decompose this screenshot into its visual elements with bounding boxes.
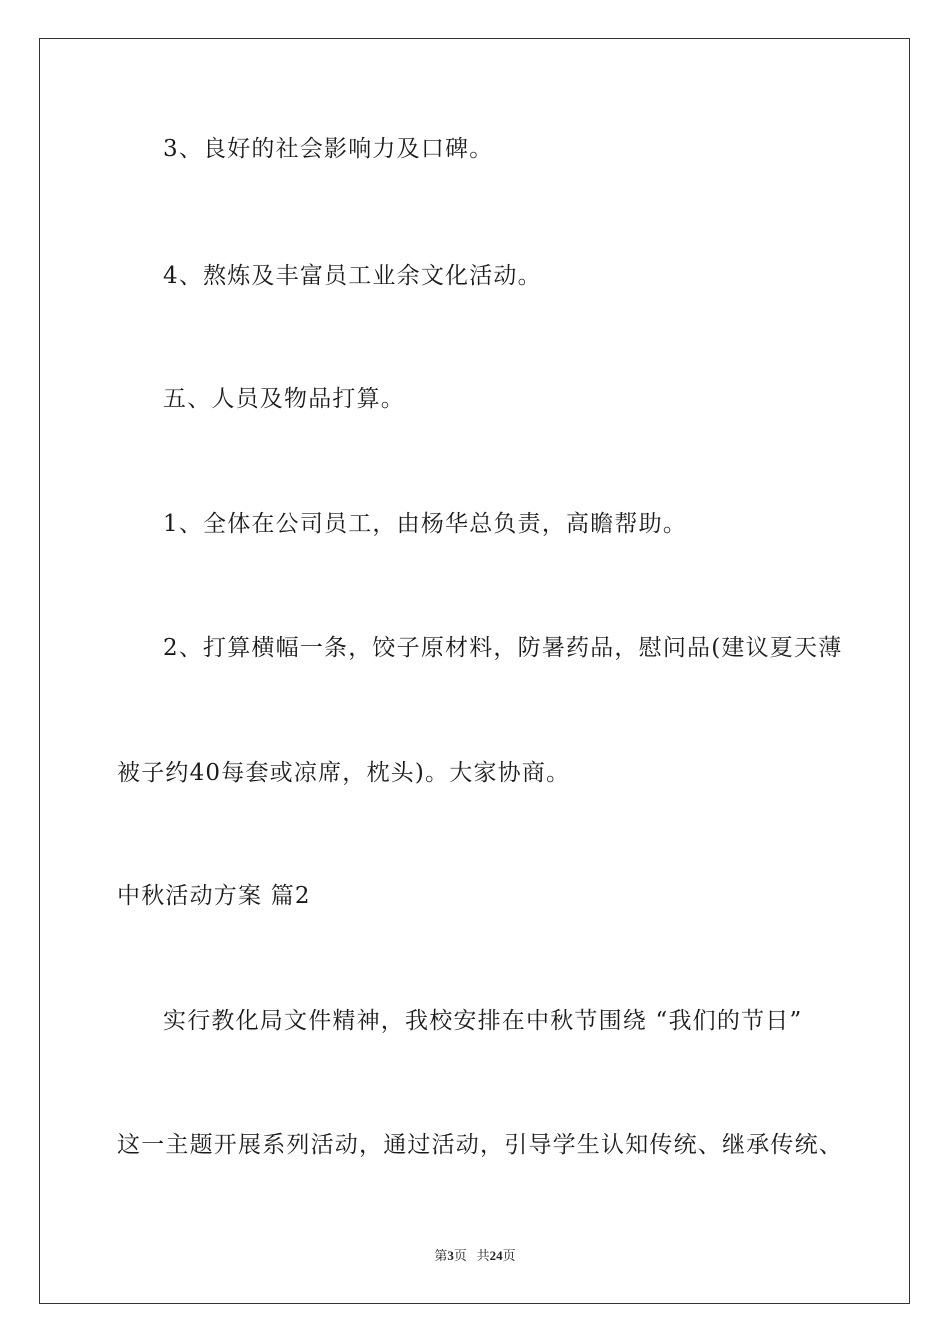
paragraph-line: 实行教化局文件精神，我校安排在中秋节围绕 “我们的节日” [163, 1008, 803, 1034]
footer-total-pages: 24 [489, 1248, 503, 1263]
page-footer [0, 1247, 950, 1265]
paragraph-line: 这一主题开展系列活动，通过活动，引导学生认知传统、继承传统、 [117, 1132, 843, 1158]
paragraph-line: 被子约40每套或凉席，枕头)。大家协商。 [117, 760, 571, 786]
paragraph-line: 4、熬炼及丰富员工业余文化活动。 [163, 263, 542, 289]
footer-page-suffix: 页 [453, 1248, 467, 1263]
footer-page-prefix: 第 [434, 1248, 448, 1263]
section-heading: 五、人员及物品打算。 [163, 386, 405, 412]
paragraph-line: 1、全体在公司员工，由杨华总负责，高瞻帮助。 [163, 511, 688, 537]
footer-page-number: 3 [447, 1248, 454, 1263]
paragraph-line: 2、打算横幅一条，饺子原材料，防暑药品，慰问品(建议夏天薄 [163, 635, 843, 661]
article-heading: 中秋活动方案 篇2 [117, 883, 311, 909]
page-border [39, 38, 910, 1304]
footer-total-suffix: 页 [502, 1248, 516, 1263]
footer-total-prefix: 共 [476, 1248, 490, 1263]
paragraph-line: 3、良好的社会影响力及口碑。 [163, 136, 494, 162]
